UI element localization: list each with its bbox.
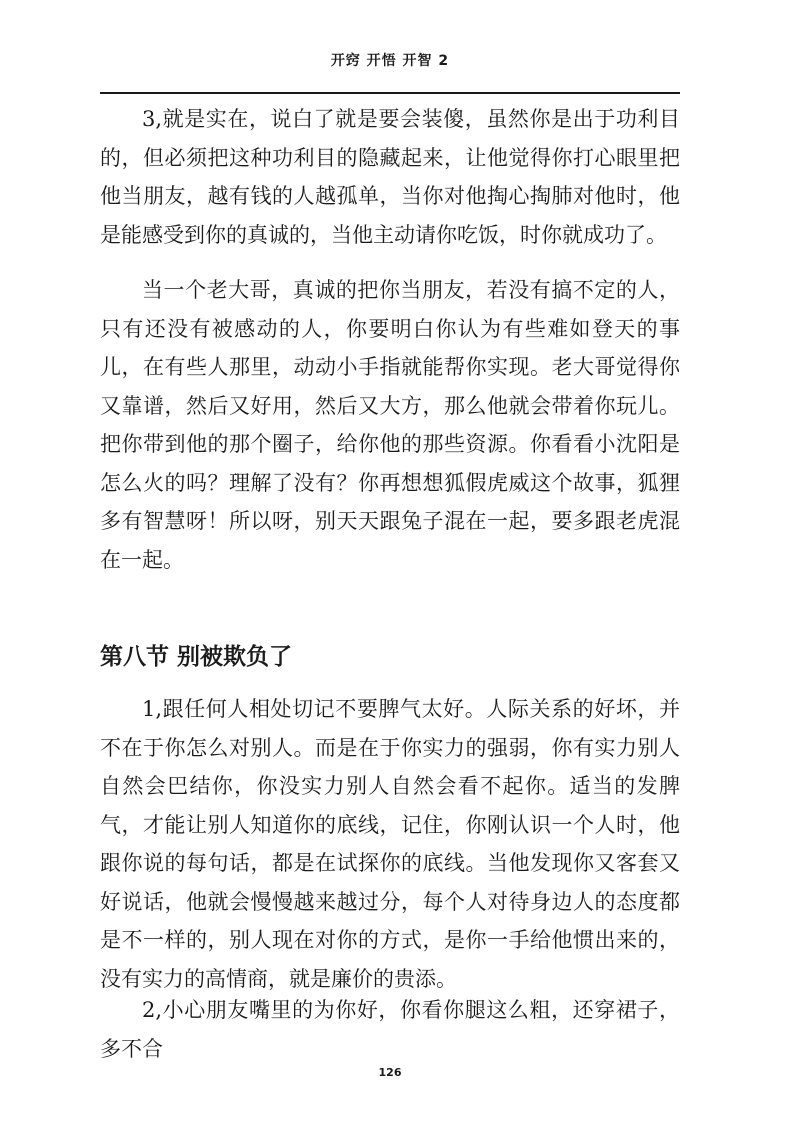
section-title: 第八节 别被欺负了	[100, 644, 293, 670]
header-rule	[100, 92, 680, 94]
page-number: 126	[378, 1066, 402, 1079]
running-header: 开窍 开悟 开智 2	[330, 53, 450, 69]
body-paragraph: 当一个老大哥，真诚的把你当朋友，若没有搞不定的人，只有还没有被感动的人，你要明白你认为有些难如登天的事儿，在有些人那里，动动小手指就能帮你实现。老大哥觉得你又靠谱，然后又好用，然后又大方，那么他就会带着你玩儿。把你带到他的那个圈子，给你他的那些资源。你看看小沈阳是怎么火的吗？理解了没有？你再想想狐假虎威这个故事，狐狸多有智慧呀！所以呀，别天天跟兔子混在一起，要多跟老虎混在一起。	[100, 278, 680, 572]
body-paragraph: 3,就是实在，说白了就是要会装傻，虽然你是出于功利目的，但必须把这种功利目的隐藏起来，让他觉得你打心眼里把他当朋友，越有钱的人越孤单，当你对他掏心掏肺对他时，他是能感受到你的真诚的，当他主动请你吃饭，时你就成功了。	[100, 107, 680, 247]
section-paragraph: 2,小心朋友嘴里的为你好，你看你腿这么粗，还穿裙子，多不合	[100, 998, 680, 1061]
section-paragraph: 1,跟任何人相处切记不要脾气太好。人际关系的好坏，并不在于你怎么对别人。而是在于你实力的强弱，你有实力别人自然会巴结你，你没实力别人自然会看不起你。适当的发脾气，才能让别人知道你的底线，记住，你刚认识一个人时，他跟你说的每句话，都是在试探你的底线。当他发现你又客套又好说话，他就会慢慢越来越过分，每个人对待身边人的态度都是不一样的，别人现在对你的方式，是你一手给他惯出来的，没有实力的高情商，就是廉价的贵添。	[100, 697, 680, 991]
